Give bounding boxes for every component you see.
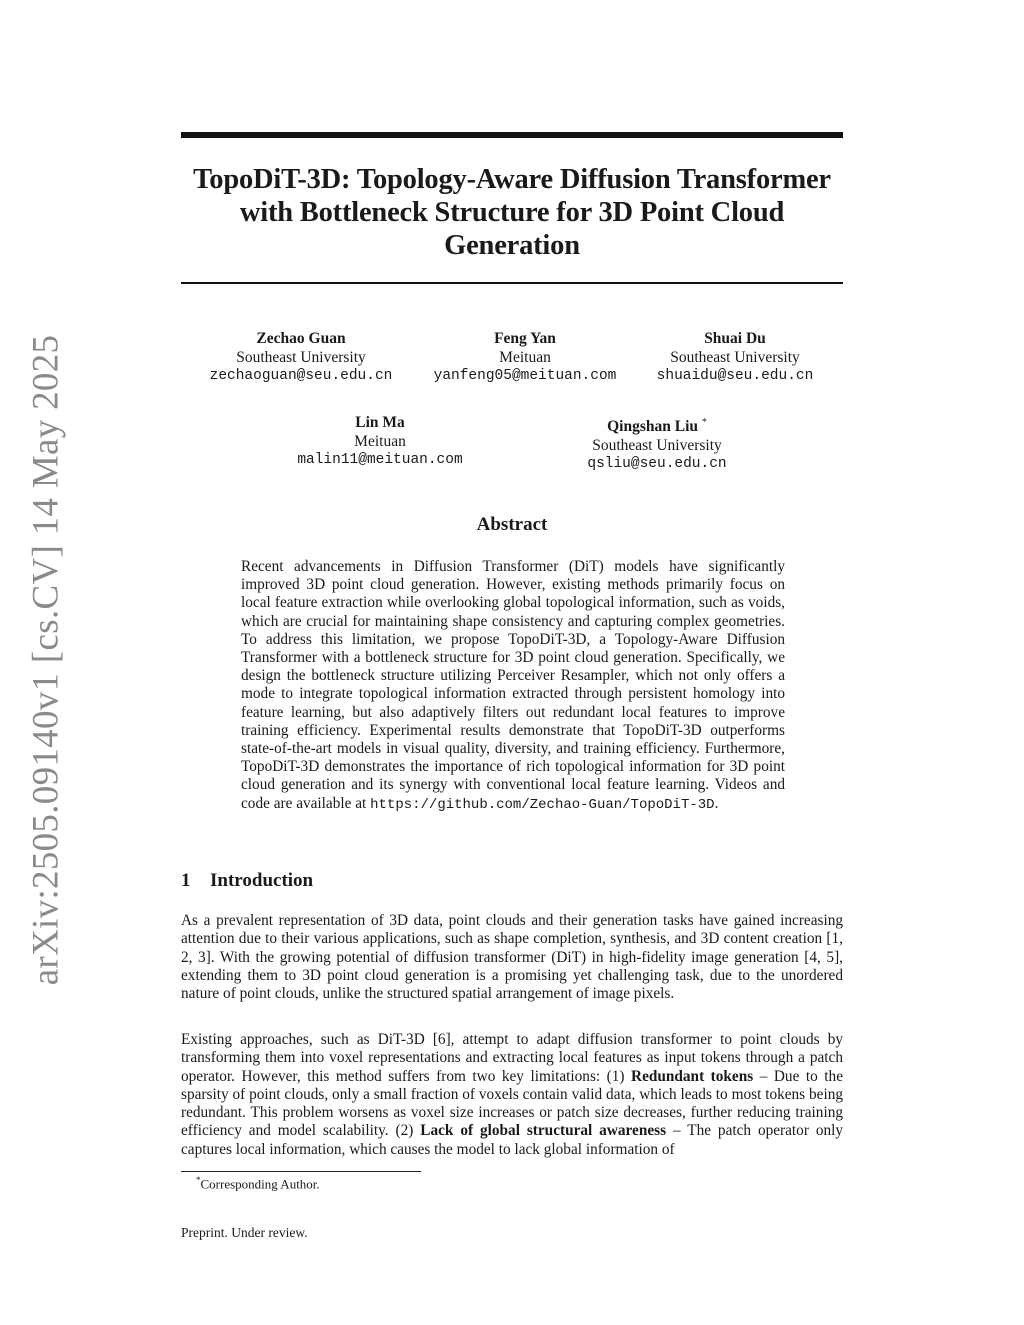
author-name: Qingshan Liu * — [607, 417, 707, 436]
footnote-rule — [181, 1171, 421, 1172]
author-email: qsliu@seu.edu.cn — [587, 456, 727, 473]
author-block — [557, 413, 757, 474]
title-bottom-rule — [181, 282, 843, 284]
section-number: 1 — [181, 870, 191, 891]
author-affiliation: Meituan — [499, 349, 551, 366]
author-name: Feng Yan — [494, 330, 556, 347]
intro-paragraph-2: Existing approaches, such as DiT-3D [6], attempt to adapt diffusion transformer to point clouds by transforming them into voxel representations and extracting local features as input tokens through a patch operator. However, this method suffers from two key limitations: (1) Redundant tokens – Due to the sparsity of point clouds, only a small fraction of voxels contain valid data, which leads to most tokens being redundant. This problem worsens as voxel size increases or patch size decreases, further reducing training efficiency and model scalability. (2) Lack of global structural awareness – The patch operator only captures local information, which causes the model to lack global information of — [181, 1031, 844, 1158]
preprint-footer: Preprint. Under review. — [181, 1225, 308, 1240]
corresponding-mark: * — [701, 417, 707, 428]
arxiv-identifier: arXiv:2505.09140v1 [cs.CV] 14 May 2025 — [25, 334, 67, 986]
author-block — [280, 413, 480, 470]
section-title: Introduction — [210, 870, 314, 891]
author-affiliation: Southeast University — [592, 437, 722, 455]
code-link[interactable]: https://github.com/Zechao-Guan/TopoDiT-3D — [370, 796, 715, 813]
intro-paragraph-1: As a prevalent representation of 3D data, point clouds and their generation tasks have gained increasing attention due to their various applications, such as shape completion, synthesis, and 3D content creation [1, 2, 3]. With the growing potential of diffusion transformer (DiT) in high-fidelity image generation [4, 5], extending them to 3D point cloud generation is a promising yet challenging task, due to the unordered nature of point clouds, unlike the structured spatial arrangement of image pixels. — [181, 912, 843, 1003]
author-email: shuaidu@seu.edu.cn — [656, 368, 814, 384]
author-affiliation: Meituan — [354, 433, 406, 450]
author-email: malin11@meituan.com — [297, 452, 463, 468]
author-block — [415, 329, 635, 386]
paper-title: TopoDiT-3D: Topology-Aware Diffusion Transformer with Bottleneck Structure for 3D Point Cloud Generation — [193, 164, 831, 261]
author-name: Shuai Du — [704, 330, 766, 347]
author-block — [201, 329, 401, 386]
section-heading — [181, 870, 313, 892]
author-affiliation: Southeast University — [670, 349, 800, 366]
author-affiliation: Southeast University — [236, 349, 366, 366]
author-name: Zechao Guan — [256, 330, 346, 347]
author-email: yanfeng05@meituan.com — [433, 368, 617, 384]
author-email: zechaoguan@seu.edu.cn — [209, 368, 393, 384]
author-name: Lin Ma — [355, 414, 405, 431]
abstract-heading: Abstract — [476, 514, 548, 535]
footnote: *Corresponding Author. — [196, 1175, 320, 1192]
author-block — [635, 329, 835, 386]
abstract-text: Recent advancements in Diffusion Transformer (DiT) models have significantly improved 3D point cloud generation. However, existing methods primarily focus on local feature extraction while overlooking global topological information, such as voids, which are crucial for maintaining shape consistency and capturing complex geometries. To address this limitation, we propose TopoDiT-3D, a Topology-Aware Diffusion Transformer with a bottleneck structure for 3D point cloud generation. Specifically, we design the bottleneck structure utilizing Perceiver Resampler, which not only offers a mode to integrate topological information extracted through persistent homology into feature learning, but also adaptively filters out redundant local features to improve training efficiency. Experimental results demonstrate that TopoDiT-3D outperforms state-of-the-art models in visual quality, diversity, and training efficiency. Furthermore, TopoDiT-3D demonstrates the importance of rich topological information for 3D point cloud generation and its synergy with conventional local feature learning. Videos and code are available at https://github.com/Zechao-Guan/TopoDiT-3D. — [241, 558, 785, 813]
title-top-rule — [181, 132, 843, 138]
